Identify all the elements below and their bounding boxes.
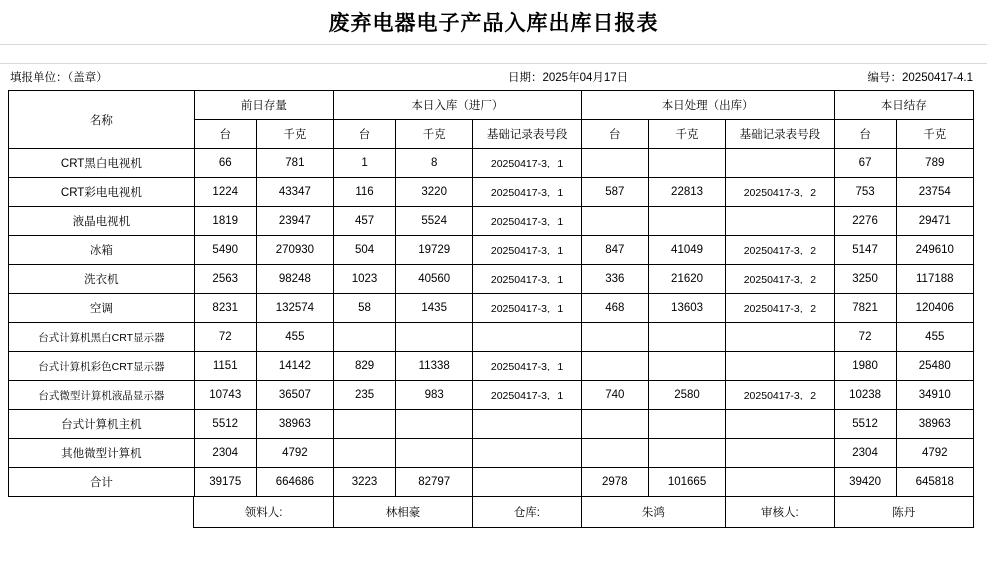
cell-in-ref bbox=[473, 323, 581, 352]
cell-bal-units: 753 bbox=[834, 178, 896, 207]
page-title: 废弃电器电子产品入库出库日报表 bbox=[328, 11, 659, 35]
cell-out-units: 587 bbox=[581, 178, 648, 207]
cell-in-units: 504 bbox=[334, 236, 396, 265]
cell-in-units: 1 bbox=[334, 149, 396, 178]
cell-bal-units: 10238 bbox=[834, 381, 896, 410]
cell-in-units: 829 bbox=[334, 352, 396, 381]
table-row bbox=[9, 149, 974, 178]
cell-bal-kg: 25480 bbox=[896, 352, 973, 381]
row-name: 液晶电视机 bbox=[9, 207, 195, 236]
cell-out-kg: 21620 bbox=[648, 265, 725, 294]
row-name: 冰箱 bbox=[9, 236, 195, 265]
cell-out-kg bbox=[648, 149, 725, 178]
total-bal-kg: 645818 bbox=[896, 468, 973, 497]
cell-in-units: 116 bbox=[334, 178, 396, 207]
total-in-kg: 82797 bbox=[396, 468, 473, 497]
warehouse-label: 仓库: bbox=[473, 497, 581, 527]
signature-spacer bbox=[8, 497, 194, 527]
row-name: 其他微型计算机 bbox=[9, 439, 195, 468]
total-in-units: 3223 bbox=[334, 468, 396, 497]
cell-out-kg bbox=[648, 352, 725, 381]
cell-prev-kg: 455 bbox=[256, 323, 333, 352]
cell-out-ref bbox=[726, 352, 834, 381]
cell-out-ref: 20250417-3．2 bbox=[726, 294, 834, 323]
table-row bbox=[9, 265, 974, 294]
cell-in-units: 1023 bbox=[334, 265, 396, 294]
cell-prev-units: 1151 bbox=[194, 352, 256, 381]
cell-bal-kg: 23754 bbox=[896, 178, 973, 207]
table-row bbox=[9, 294, 974, 323]
cell-in-ref: 20250417-3．1 bbox=[473, 381, 581, 410]
row-name: CRT彩电电视机 bbox=[9, 178, 195, 207]
cell-prev-kg: 38963 bbox=[256, 410, 333, 439]
total-in-ref bbox=[473, 468, 581, 497]
header-group-out: 本日处理（出库） bbox=[581, 91, 834, 120]
cell-bal-units: 2276 bbox=[834, 207, 896, 236]
table-row bbox=[9, 236, 974, 265]
cell-out-ref: 20250417-3．2 bbox=[726, 265, 834, 294]
cell-in-units bbox=[334, 323, 396, 352]
cell-prev-kg: 781 bbox=[256, 149, 333, 178]
cell-out-units: 740 bbox=[581, 381, 648, 410]
cell-bal-units: 3250 bbox=[834, 265, 896, 294]
cell-out-ref bbox=[726, 149, 834, 178]
picker-name: 林相豪 bbox=[333, 497, 472, 527]
cell-out-kg bbox=[648, 207, 725, 236]
header-out-kg: 千克 bbox=[648, 120, 725, 149]
row-name: 台式计算机彩色CRT显示器 bbox=[9, 352, 195, 381]
cell-bal-kg: 789 bbox=[896, 149, 973, 178]
table-row bbox=[9, 178, 974, 207]
report-number-label: 编号：20250417-4.1 bbox=[867, 72, 973, 84]
cell-in-ref: 20250417-3．1 bbox=[473, 352, 581, 381]
cell-out-units bbox=[581, 323, 648, 352]
cell-out-ref bbox=[726, 410, 834, 439]
report-date-label: 日期：2025年04月17日 bbox=[508, 72, 629, 84]
cell-out-ref: 20250417-3．2 bbox=[726, 236, 834, 265]
cell-prev-units: 2304 bbox=[194, 439, 256, 468]
cell-in-ref bbox=[473, 439, 581, 468]
cell-in-kg: 40560 bbox=[396, 265, 473, 294]
cell-in-units bbox=[334, 439, 396, 468]
auditor-name: 陈丹 bbox=[834, 497, 973, 527]
cell-in-kg: 11338 bbox=[396, 352, 473, 381]
header-in-kg: 千克 bbox=[396, 120, 473, 149]
cell-in-kg bbox=[396, 323, 473, 352]
cell-out-ref bbox=[726, 323, 834, 352]
header-in-units: 台 bbox=[334, 120, 396, 149]
total-bal-units: 39420 bbox=[834, 468, 896, 497]
cell-bal-units: 7821 bbox=[834, 294, 896, 323]
cell-prev-units: 2563 bbox=[194, 265, 256, 294]
cell-prev-units: 10743 bbox=[194, 381, 256, 410]
warehouse-name: 朱鸿 bbox=[581, 497, 726, 527]
cell-out-ref bbox=[726, 207, 834, 236]
cell-prev-kg: 43347 bbox=[256, 178, 333, 207]
meta-row bbox=[0, 64, 987, 90]
cell-bal-kg: 249610 bbox=[896, 236, 973, 265]
cell-in-ref bbox=[473, 410, 581, 439]
header-prev-units: 台 bbox=[194, 120, 256, 149]
cell-prev-kg: 14142 bbox=[256, 352, 333, 381]
header-group-prev: 前日存量 bbox=[194, 91, 333, 120]
cell-prev-units: 5512 bbox=[194, 410, 256, 439]
cell-in-ref: 20250417-3．1 bbox=[473, 207, 581, 236]
cell-bal-units: 2304 bbox=[834, 439, 896, 468]
total-prev-kg: 664686 bbox=[256, 468, 333, 497]
cell-out-kg: 41049 bbox=[648, 236, 725, 265]
header-group-balance: 本日结存 bbox=[834, 91, 973, 120]
cell-out-kg: 2580 bbox=[648, 381, 725, 410]
cell-in-units: 235 bbox=[334, 381, 396, 410]
row-name: 台式计算机黑白CRT显示器 bbox=[9, 323, 195, 352]
table-row bbox=[9, 352, 974, 381]
cell-out-ref: 20250417-3．2 bbox=[726, 178, 834, 207]
row-name: 空调 bbox=[9, 294, 195, 323]
signature-row bbox=[8, 497, 974, 528]
cell-out-kg bbox=[648, 410, 725, 439]
title-spacer bbox=[0, 45, 987, 64]
cell-prev-kg: 132574 bbox=[256, 294, 333, 323]
cell-prev-units: 72 bbox=[194, 323, 256, 352]
table-row bbox=[9, 410, 974, 439]
cell-in-ref: 20250417-3．1 bbox=[473, 265, 581, 294]
cell-bal-units: 5147 bbox=[834, 236, 896, 265]
cell-bal-units: 1980 bbox=[834, 352, 896, 381]
total-out-ref bbox=[726, 468, 834, 497]
cell-out-kg: 22813 bbox=[648, 178, 725, 207]
header-group-in: 本日入库（进厂） bbox=[334, 91, 582, 120]
title-row bbox=[0, 0, 987, 45]
row-name: 洗衣机 bbox=[9, 265, 195, 294]
header-bal-kg: 千克 bbox=[896, 120, 973, 149]
cell-prev-kg: 270930 bbox=[256, 236, 333, 265]
table-row bbox=[9, 439, 974, 468]
cell-in-kg: 5524 bbox=[396, 207, 473, 236]
cell-out-units: 847 bbox=[581, 236, 648, 265]
cell-out-units bbox=[581, 149, 648, 178]
total-out-units: 2978 bbox=[581, 468, 648, 497]
row-name: CRT黑白电视机 bbox=[9, 149, 195, 178]
cell-in-kg: 1435 bbox=[396, 294, 473, 323]
table-total-row bbox=[9, 468, 974, 497]
cell-prev-units: 1819 bbox=[194, 207, 256, 236]
header-out-ref: 基础记录表号段 bbox=[726, 120, 834, 149]
cell-prev-kg: 98248 bbox=[256, 265, 333, 294]
cell-out-units bbox=[581, 207, 648, 236]
cell-prev-kg: 36507 bbox=[256, 381, 333, 410]
cell-bal-units: 67 bbox=[834, 149, 896, 178]
table-row bbox=[9, 323, 974, 352]
picker-label: 领料人: bbox=[194, 497, 333, 527]
cell-prev-units: 1224 bbox=[194, 178, 256, 207]
cell-in-units bbox=[334, 410, 396, 439]
cell-in-ref: 20250417-3．1 bbox=[473, 178, 581, 207]
header-name: 名称 bbox=[9, 91, 195, 149]
cell-bal-kg: 4792 bbox=[896, 439, 973, 468]
cell-prev-units: 66 bbox=[194, 149, 256, 178]
total-out-kg: 101665 bbox=[648, 468, 725, 497]
cell-in-units: 58 bbox=[334, 294, 396, 323]
cell-in-units: 457 bbox=[334, 207, 396, 236]
cell-in-kg: 983 bbox=[396, 381, 473, 410]
cell-in-kg: 3220 bbox=[396, 178, 473, 207]
cell-out-kg bbox=[648, 323, 725, 352]
cell-out-kg bbox=[648, 439, 725, 468]
cell-prev-units: 5490 bbox=[194, 236, 256, 265]
cell-in-kg bbox=[396, 439, 473, 468]
cell-bal-kg: 117188 bbox=[896, 265, 973, 294]
table-group-header-row bbox=[9, 91, 974, 120]
row-name: 台式计算机主机 bbox=[9, 410, 195, 439]
header-in-ref: 基础记录表号段 bbox=[473, 120, 581, 149]
cell-in-ref: 20250417-3．1 bbox=[473, 294, 581, 323]
cell-in-kg: 8 bbox=[396, 149, 473, 178]
cell-prev-units: 8231 bbox=[194, 294, 256, 323]
auditor-label: 审核人: bbox=[726, 497, 834, 527]
cell-out-ref: 20250417-3．2 bbox=[726, 381, 834, 410]
cell-bal-kg: 29471 bbox=[896, 207, 973, 236]
cell-bal-units: 5512 bbox=[834, 410, 896, 439]
cell-prev-kg: 23947 bbox=[256, 207, 333, 236]
table-row bbox=[9, 381, 974, 410]
header-out-units: 台 bbox=[581, 120, 648, 149]
header-prev-kg: 千克 bbox=[256, 120, 333, 149]
cell-out-units: 468 bbox=[581, 294, 648, 323]
cell-in-ref: 20250417-3．1 bbox=[473, 236, 581, 265]
cell-in-ref: 20250417-3．1 bbox=[473, 149, 581, 178]
inventory-table bbox=[8, 90, 974, 497]
cell-in-kg: 19729 bbox=[396, 236, 473, 265]
total-label: 合计 bbox=[9, 468, 195, 497]
cell-bal-units: 72 bbox=[834, 323, 896, 352]
cell-out-units bbox=[581, 410, 648, 439]
cell-out-ref bbox=[726, 439, 834, 468]
header-bal-units: 台 bbox=[834, 120, 896, 149]
table-row bbox=[9, 207, 974, 236]
cell-out-units bbox=[581, 439, 648, 468]
cell-in-kg bbox=[396, 410, 473, 439]
cell-bal-kg: 34910 bbox=[896, 381, 973, 410]
cell-bal-kg: 38963 bbox=[896, 410, 973, 439]
row-name: 台式微型计算机液晶显示器 bbox=[9, 381, 195, 410]
cell-bal-kg: 120406 bbox=[896, 294, 973, 323]
cell-out-kg: 13603 bbox=[648, 294, 725, 323]
reporting-unit-label: 填报单位：（盖章） bbox=[10, 72, 108, 84]
total-prev-units: 39175 bbox=[194, 468, 256, 497]
cell-out-units bbox=[581, 352, 648, 381]
cell-bal-kg: 455 bbox=[896, 323, 973, 352]
cell-out-units: 336 bbox=[581, 265, 648, 294]
cell-prev-kg: 4792 bbox=[256, 439, 333, 468]
